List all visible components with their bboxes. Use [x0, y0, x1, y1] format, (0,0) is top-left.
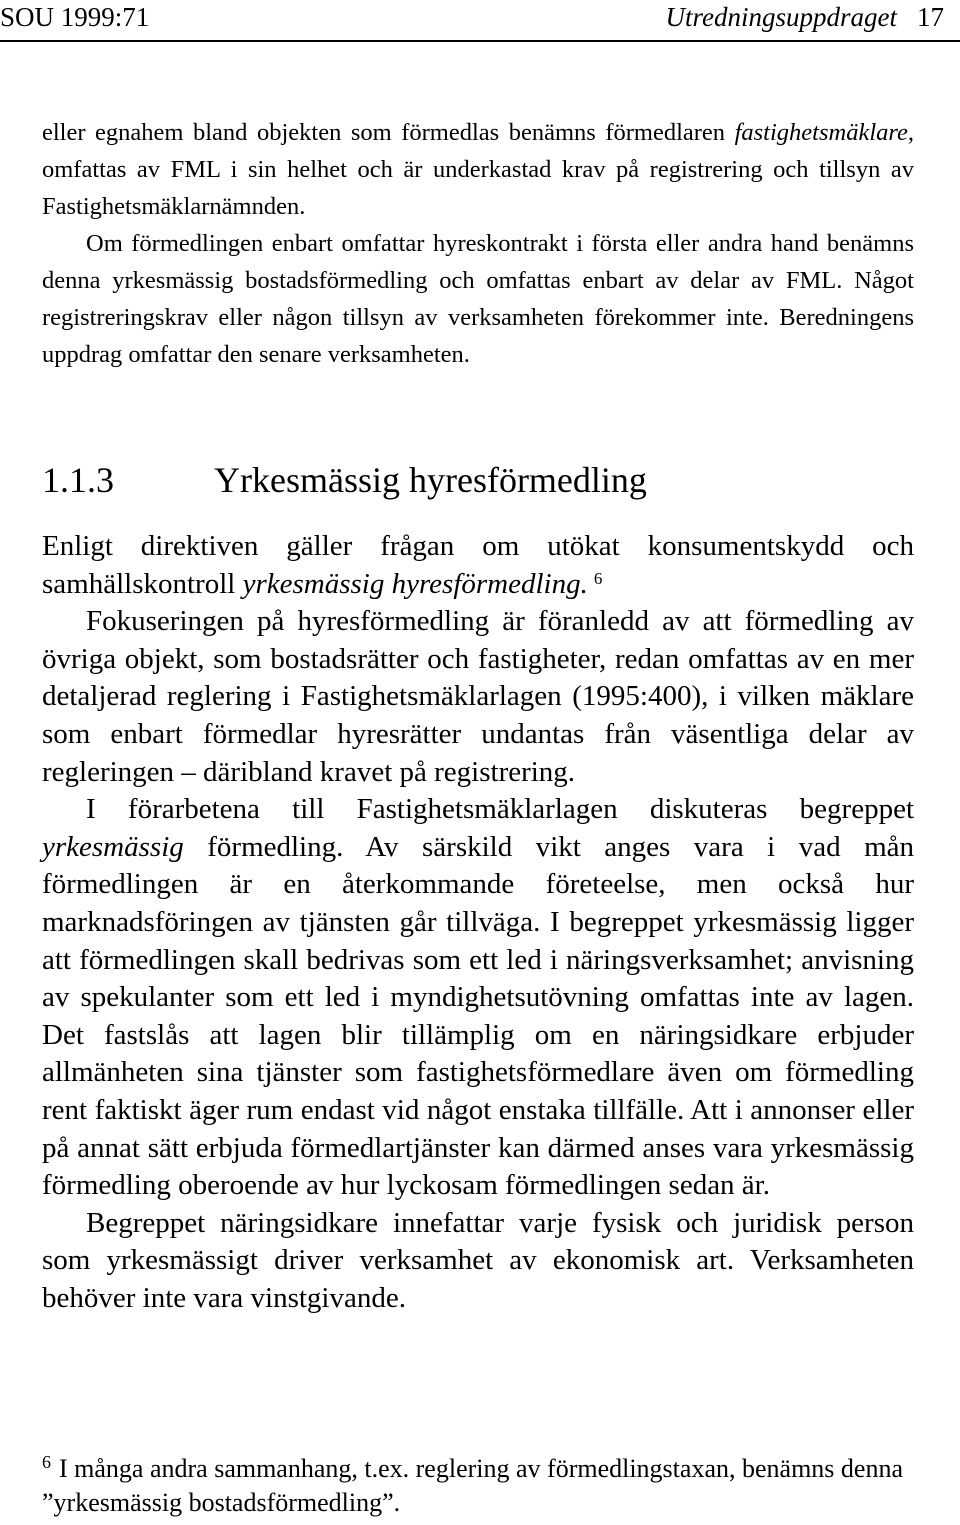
footnote-mark: 6 — [42, 1452, 51, 1472]
section-body — [42, 528, 914, 1317]
intro-text-1: eller egnahem bland objekten som förmedlas benämns förmedlaren — [42, 119, 726, 146]
report-id: SOU 1999:71 — [0, 2, 150, 32]
body-paragraph-1 — [42, 528, 914, 603]
footnote-text: I många andra sammanhang, t.ex. reglering av förmedlingstaxan, benämns denna ”yrkesmässig bostadsförmedling”. — [42, 1454, 903, 1517]
intro-italic-term: fastighetsmäklare, — [734, 119, 914, 146]
body-paragraph-4: Begreppet näringsidkare innefattar varje fysisk och juridisk person som yrkesmässigt driver verksamhet av ekonomisk art. Verksamheten behöver inte vara vinstgivande. — [42, 1206, 914, 1314]
p1-text: Enligt direktiven gäller frågan om utökat konsumentskydd och samhällskontroll — [42, 530, 914, 600]
running-header — [0, 0, 960, 38]
p3-text-1: I förarbetena till Fastighetsmäklarlagen diskuteras begreppet — [86, 793, 914, 826]
header-right — [666, 0, 945, 34]
section-name: Utredningsuppdraget — [665, 2, 897, 32]
p3-italic-term: yrkesmässig — [42, 830, 184, 863]
page-number: 17 — [917, 2, 944, 32]
section-number: 1.1.3 — [42, 460, 114, 500]
intro-paragraph — [42, 114, 914, 373]
body-paragraph-2: Fokuseringen på hyresförmedling är föranledd av att förmedling av övriga objekt, som bostadsrätter och fastigheter, redan omfattas av en mer detaljerad reglering i Fastighetsmäklarlagen (1995:400), i vilken mäklare som enbart förmedlar hyresrätter undantas från väsentliga delar av regleringen – däribland kravet på registrering. — [42, 605, 914, 788]
header-rule — [0, 40, 960, 42]
section-title: Yrkesmässig hyresförmedling — [214, 460, 647, 500]
intro-text-3: Om förmedlingen enbart omfattar hyreskontrakt i första eller andra hand benämns denna yrkesmässig bostadsförmedling och omfattas enbart av delar av FML. Något registreringskrav eller någon tillsyn av verksamheten förekommer inte. Beredningens uppdrag omfattar den senare verksamheten. — [42, 230, 914, 368]
footnote — [42, 1452, 922, 1520]
section-heading — [42, 456, 647, 504]
footnote-reference[interactable]: 6 — [593, 568, 603, 588]
p3-text-2: förmedling. Av särskild vikt anges vara i vad mån förmedlingen är en återkommande företeelse, men också hur marknadsföringen av tjänsten går tillväga. I begreppet yrkesmässig ligger att förmedlingen skall bedrivas som ett led i näringsverksamhet; anvisning av spekulanter som ett led i myndighetsutövning omfattas inte av lagen. Det fastslås att lagen blir tillämplig om en näringsidkare erbjuder allmänheten sina tjänster som fastighetsförmedlare även om förmedling rent faktiskt äger rum endast vid något enstaka tillfälle. Att i annonser eller på annat sätt erbjuda förmedlartjänster kan därmed anses vara yrkesmässig förmedling oberoende av hur lyckosam förmedlingen sedan är. — [42, 830, 914, 1202]
p1-italic-term: yrkesmässig hyresförmedling. — [242, 567, 588, 600]
intro-text-2: omfattas av FML i sin helhet och är underkastad krav på registrering och tillsyn av Fastighetsmäklarnämnden. — [42, 156, 914, 220]
body-paragraph-3 — [42, 791, 914, 1205]
